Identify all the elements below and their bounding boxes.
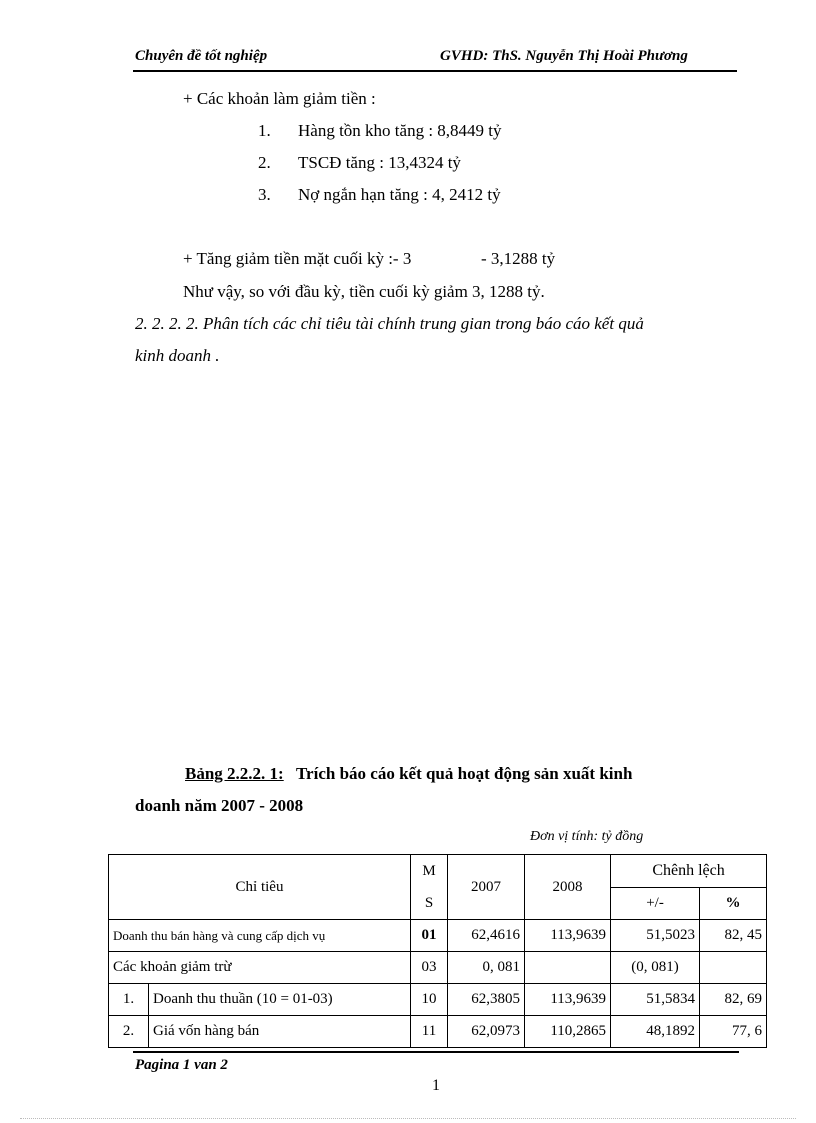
section-heading-cont: kinh doanh . [135, 346, 220, 365]
row-pct: 82, 69 [700, 984, 767, 1016]
conclusion-text: Như vậy, so với đầu kỳ, tiền cuối kỳ giảm 3, 1288 tỷ. [183, 282, 545, 301]
header-indicator: Chỉ tiêu [109, 855, 411, 920]
table-row [109, 984, 767, 1016]
header-2008: 2008 [525, 855, 611, 920]
list-item-text: Hàng tồn kho tăng : 8,8449 tỷ [298, 121, 502, 140]
net-change-label: + Tăng giảm tiền mặt cuối kỳ :- 3 [183, 249, 412, 268]
row-diff: 48,1892 [611, 1016, 700, 1048]
row-2007: 62,0973 [448, 1016, 525, 1048]
header-2007: 2007 [448, 855, 525, 920]
header-code-m: M [411, 855, 448, 888]
row-2008: 113,9639 [525, 984, 611, 1016]
net-change-value: - 3,1288 tỷ [481, 249, 556, 268]
row-code: 10 [411, 984, 448, 1016]
row-2008: 110,2865 [525, 1016, 611, 1048]
footer-pagination: Pagina 1 van 2 [135, 1057, 228, 1073]
row-label: Doanh thu bán hàng và cung cấp dịch vụ [109, 920, 411, 952]
header-rule [133, 70, 737, 72]
header-supervisor: GVHD: ThS. Nguyễn Thị Hoài Phương [440, 48, 688, 64]
table-header-row [109, 855, 767, 888]
row-2008: 113,9639 [525, 920, 611, 952]
row-2007: 62,4616 [448, 920, 525, 952]
list-item-number: 3. [258, 185, 271, 204]
table-row [109, 1016, 767, 1048]
header-topic: Chuyên đề tốt nghiệp [135, 48, 268, 64]
reduce-heading: + Các khoản làm giảm tiền : [183, 89, 376, 108]
row-number: 2. [109, 1016, 149, 1048]
table-row [109, 952, 767, 984]
row-label: Doanh thu thuần (10 = 01-03) [149, 984, 411, 1016]
header-diff-pct: % [700, 888, 767, 920]
section-heading: 2. 2. 2. 2. Phân tích các chỉ tiêu tài chính trung gian trong báo cáo kết quả [135, 314, 644, 333]
table-unit: Đơn vị tính: tỷ đồng [530, 829, 644, 844]
header-code-s: S [411, 888, 448, 920]
header-difference: Chênh lệch [611, 855, 767, 888]
row-pct [700, 952, 767, 984]
row-2008 [525, 952, 611, 984]
row-code: 11 [411, 1016, 448, 1048]
table-caption-cont: doanh năm 2007 - 2008 [135, 796, 304, 815]
table-caption-title: Trích báo cáo kết quả hoạt động sản xuất kinh [295, 764, 633, 783]
page-number: 1 [432, 1077, 440, 1094]
footer-rule [133, 1051, 739, 1053]
table-caption [185, 764, 632, 784]
row-pct: 82, 45 [700, 920, 767, 952]
table-row [109, 920, 767, 952]
header-diff-abs: +/- [611, 888, 700, 920]
row-2007: 62,3805 [448, 984, 525, 1016]
list-item-number: 1. [258, 121, 271, 140]
row-code: 01 [411, 920, 448, 952]
row-number: 1. [109, 984, 149, 1016]
list-item-number: 2. [258, 153, 271, 172]
list-item-text: Nợ ngắn hạn tăng : 4, 2412 tỷ [298, 185, 501, 204]
row-2007: 0, 081 [448, 952, 525, 984]
table-caption-label: Bảng 2.2.2. 1: [185, 764, 284, 783]
row-diff: 51,5023 [611, 920, 700, 952]
row-label: Các khoản giảm trừ [109, 952, 411, 984]
row-pct: 77, 6 [700, 1016, 767, 1048]
income-statement-table [108, 854, 767, 1048]
row-code: 03 [411, 952, 448, 984]
page-edge [20, 1118, 796, 1119]
row-diff: 51,5834 [611, 984, 700, 1016]
row-label: Giá vốn hàng bán [149, 1016, 411, 1048]
row-diff: (0, 081) [611, 952, 700, 984]
list-item-text: TSCĐ tăng : 13,4324 tỷ [298, 153, 461, 172]
